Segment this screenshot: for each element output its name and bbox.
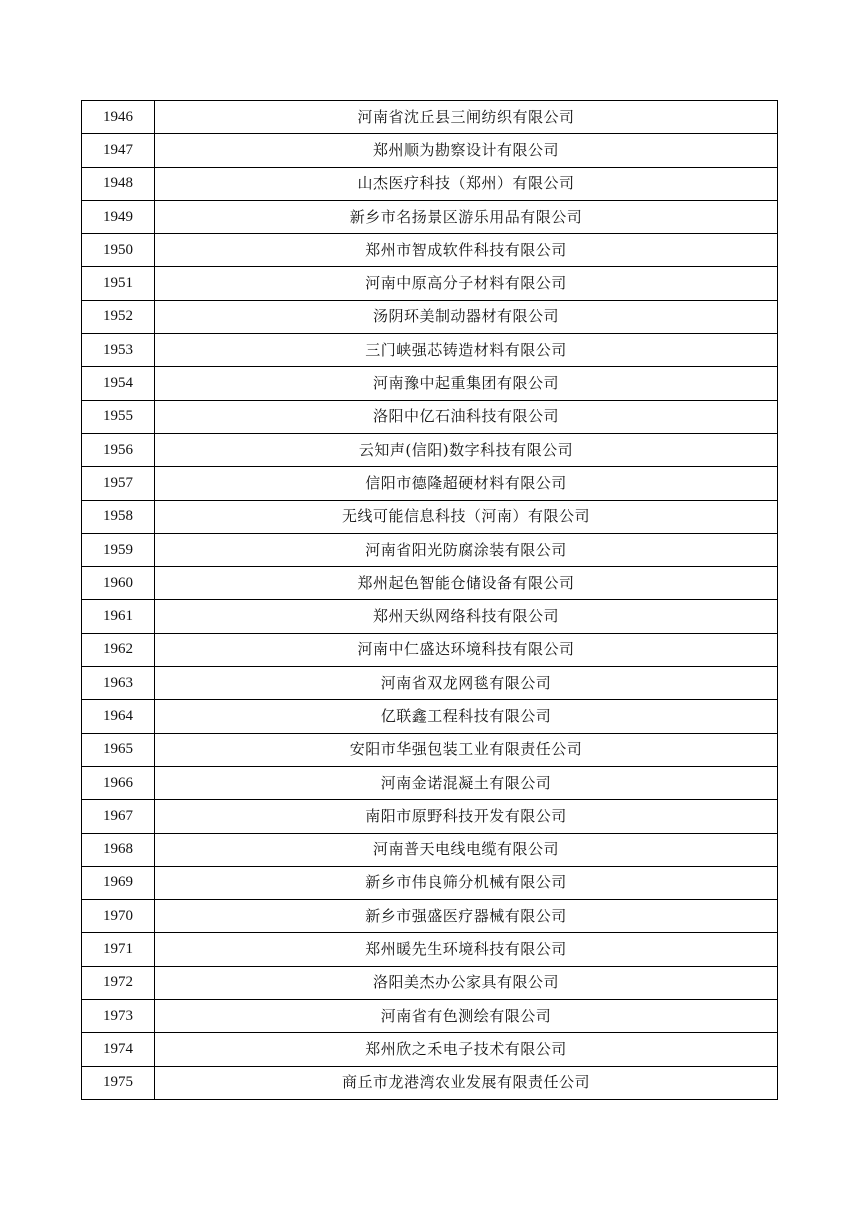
company-name-cell: 云知声(信阳)数字科技有限公司 [155,433,778,466]
company-name-cell: 郑州暖先生环境科技有限公司 [155,933,778,966]
row-number-cell: 1963 [82,667,155,700]
company-name-cell: 河南金诺混凝土有限公司 [155,766,778,799]
company-name-cell: 郑州市智成软件科技有限公司 [155,234,778,267]
row-number-cell: 1960 [82,567,155,600]
table-row [82,467,778,500]
company-name-cell: 新乡市名扬景区游乐用品有限公司 [155,200,778,233]
company-name-cell: 河南普天电线电缆有限公司 [155,833,778,866]
row-number-cell: 1967 [82,800,155,833]
company-name-cell: 汤阴环美制动器材有限公司 [155,300,778,333]
row-number-cell: 1947 [82,134,155,167]
row-number-cell: 1952 [82,300,155,333]
table-row [82,800,778,833]
company-name-cell: 郑州天纵网络科技有限公司 [155,600,778,633]
company-name-cell: 亿联鑫工程科技有限公司 [155,700,778,733]
table-row [82,1066,778,1099]
table-row [82,766,778,799]
table-row [82,433,778,466]
table-row [82,300,778,333]
table-row [82,267,778,300]
row-number-cell: 1954 [82,367,155,400]
row-number-cell: 1948 [82,167,155,200]
company-name-cell: 新乡市强盛医疗器械有限公司 [155,900,778,933]
table-row [82,700,778,733]
table-body [82,101,778,1100]
company-name-cell: 山杰医疗科技（郑州）有限公司 [155,167,778,200]
row-number-cell: 1974 [82,1033,155,1066]
row-number-cell: 1973 [82,1000,155,1033]
table-row [82,667,778,700]
row-number-cell: 1962 [82,633,155,666]
table-row [82,1033,778,1066]
company-name-cell: 河南中原高分子材料有限公司 [155,267,778,300]
table-row [82,733,778,766]
table-row [82,101,778,134]
company-name-cell: 新乡市伟良筛分机械有限公司 [155,866,778,899]
table-row [82,900,778,933]
row-number-cell: 1956 [82,433,155,466]
table-row [82,200,778,233]
row-number-cell: 1955 [82,400,155,433]
company-name-cell: 洛阳中亿石油科技有限公司 [155,400,778,433]
row-number-cell: 1949 [82,200,155,233]
row-number-cell: 1971 [82,933,155,966]
table-row [82,234,778,267]
table-row [82,134,778,167]
company-name-cell: 河南省双龙网毯有限公司 [155,667,778,700]
company-name-cell: 郑州起色智能仓储设备有限公司 [155,567,778,600]
company-name-cell: 商丘市龙港湾农业发展有限责任公司 [155,1066,778,1099]
row-number-cell: 1975 [82,1066,155,1099]
table-row [82,600,778,633]
row-number-cell: 1950 [82,234,155,267]
table-row [82,500,778,533]
company-name-cell: 郑州欣之禾电子技术有限公司 [155,1033,778,1066]
table-row [82,633,778,666]
row-number-cell: 1951 [82,267,155,300]
table-row [82,334,778,367]
row-number-cell: 1957 [82,467,155,500]
row-number-cell: 1953 [82,334,155,367]
company-name-cell: 洛阳美杰办公家具有限公司 [155,966,778,999]
company-name-cell: 河南省沈丘县三闸纺织有限公司 [155,101,778,134]
table-row [82,367,778,400]
table-row [82,1000,778,1033]
table-row [82,966,778,999]
company-name-cell: 河南省阳光防腐涂装有限公司 [155,533,778,566]
company-name-cell: 三门峡强芯铸造材料有限公司 [155,334,778,367]
row-number-cell: 1970 [82,900,155,933]
row-number-cell: 1969 [82,866,155,899]
row-number-cell: 1961 [82,600,155,633]
row-number-cell: 1959 [82,533,155,566]
table-row [82,866,778,899]
company-list-table [81,100,778,1100]
row-number-cell: 1964 [82,700,155,733]
table-row [82,833,778,866]
company-name-cell: 安阳市华强包装工业有限责任公司 [155,733,778,766]
company-name-cell: 南阳市原野科技开发有限公司 [155,800,778,833]
table-row [82,167,778,200]
row-number-cell: 1958 [82,500,155,533]
row-number-cell: 1965 [82,733,155,766]
row-number-cell: 1972 [82,966,155,999]
company-name-cell: 郑州顺为勘察设计有限公司 [155,134,778,167]
row-number-cell: 1966 [82,766,155,799]
table-row [82,567,778,600]
table-row [82,933,778,966]
company-name-cell: 河南省有色测绘有限公司 [155,1000,778,1033]
company-name-cell: 信阳市德隆超硬材料有限公司 [155,467,778,500]
company-name-cell: 河南豫中起重集团有限公司 [155,367,778,400]
row-number-cell: 1968 [82,833,155,866]
table-row [82,400,778,433]
company-name-cell: 无线可能信息科技（河南）有限公司 [155,500,778,533]
company-name-cell: 河南中仁盛达环境科技有限公司 [155,633,778,666]
table-row [82,533,778,566]
row-number-cell: 1946 [82,101,155,134]
